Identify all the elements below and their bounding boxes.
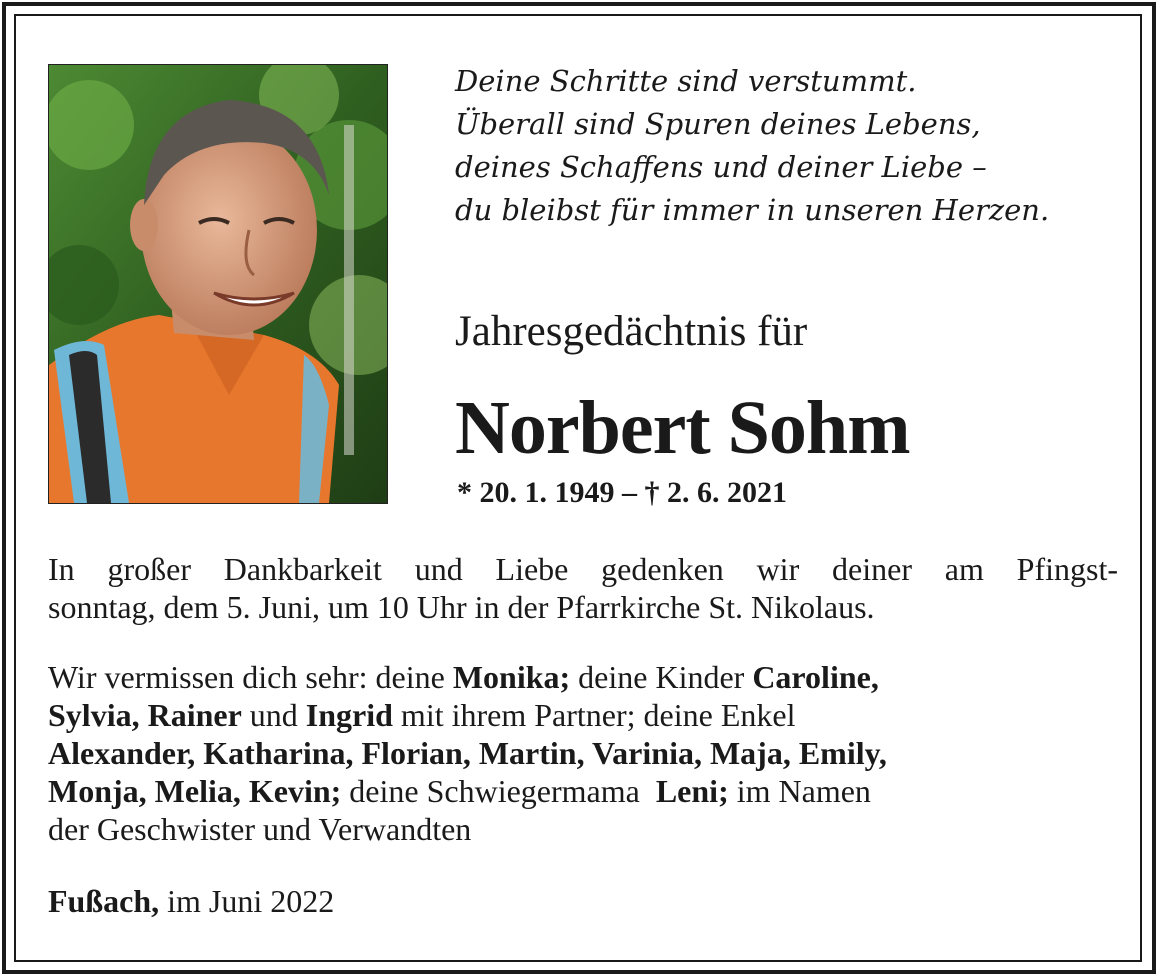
mourners-line: [48, 734, 1118, 772]
mourner-name: Ingrid: [305, 697, 393, 733]
portrait-photo: [48, 64, 388, 504]
verse-line: du bleibst für immer in unseren Herzen.: [455, 193, 1050, 227]
mourner-name: Caroline,: [752, 659, 879, 695]
grandchildren-names: Alexander, Katharina, Florian, Martin, Varinia, Maja, Emily,: [48, 735, 887, 771]
mourners-line: [48, 658, 1118, 696]
text: Wir vermissen dich sehr: deine: [48, 659, 453, 695]
text: mit ihrem Partner; deine Enkel: [392, 697, 796, 733]
mourners-line: der Geschwister und Verwandten: [48, 811, 472, 847]
text: deine Schwiegermama: [341, 773, 656, 809]
verse-line: Überall sind Spuren deines Lebens,: [455, 107, 981, 141]
verse-line: Deine Schritte sind verstummt.: [455, 64, 917, 98]
mourner-name: Monika;: [452, 659, 571, 695]
text: und: [241, 697, 306, 733]
town-name: Fußach,: [48, 883, 160, 919]
text: deine Kinder: [570, 659, 753, 695]
date-text: im Juni 2022: [159, 883, 335, 919]
remembrance-paragraph: [48, 550, 1118, 626]
life-dates: * 20. 1. 1949 – † 2. 6. 2021: [457, 476, 787, 509]
memorial-verse: [455, 60, 1115, 232]
remembrance-line: In großer Dankbarkeit und Liebe gedenken wir deiner am Pfingst-: [48, 551, 1118, 587]
place-date-line: [48, 882, 1118, 920]
mourners-paragraph: [48, 658, 1118, 848]
mourners-line: [48, 772, 1118, 810]
remembrance-line: sonntag, dem 5. Juni, um 10 Uhr in der Pfarrkirche St. Nikolaus.: [48, 589, 875, 625]
memorial-heading: Jahresgedächtnis für: [455, 308, 808, 355]
mourner-name: Leni;: [655, 773, 729, 809]
mourners-line: [48, 696, 1118, 734]
text: im Namen: [728, 773, 871, 809]
portrait-illustration: [49, 65, 387, 503]
deceased-name: Norbert Sohm: [455, 386, 910, 470]
grandchildren-names: Monja, Melia, Kevin;: [48, 773, 342, 809]
mourner-name: Sylvia, Rainer: [48, 697, 242, 733]
verse-line: deines Schaffens und deiner Liebe –: [455, 150, 987, 184]
